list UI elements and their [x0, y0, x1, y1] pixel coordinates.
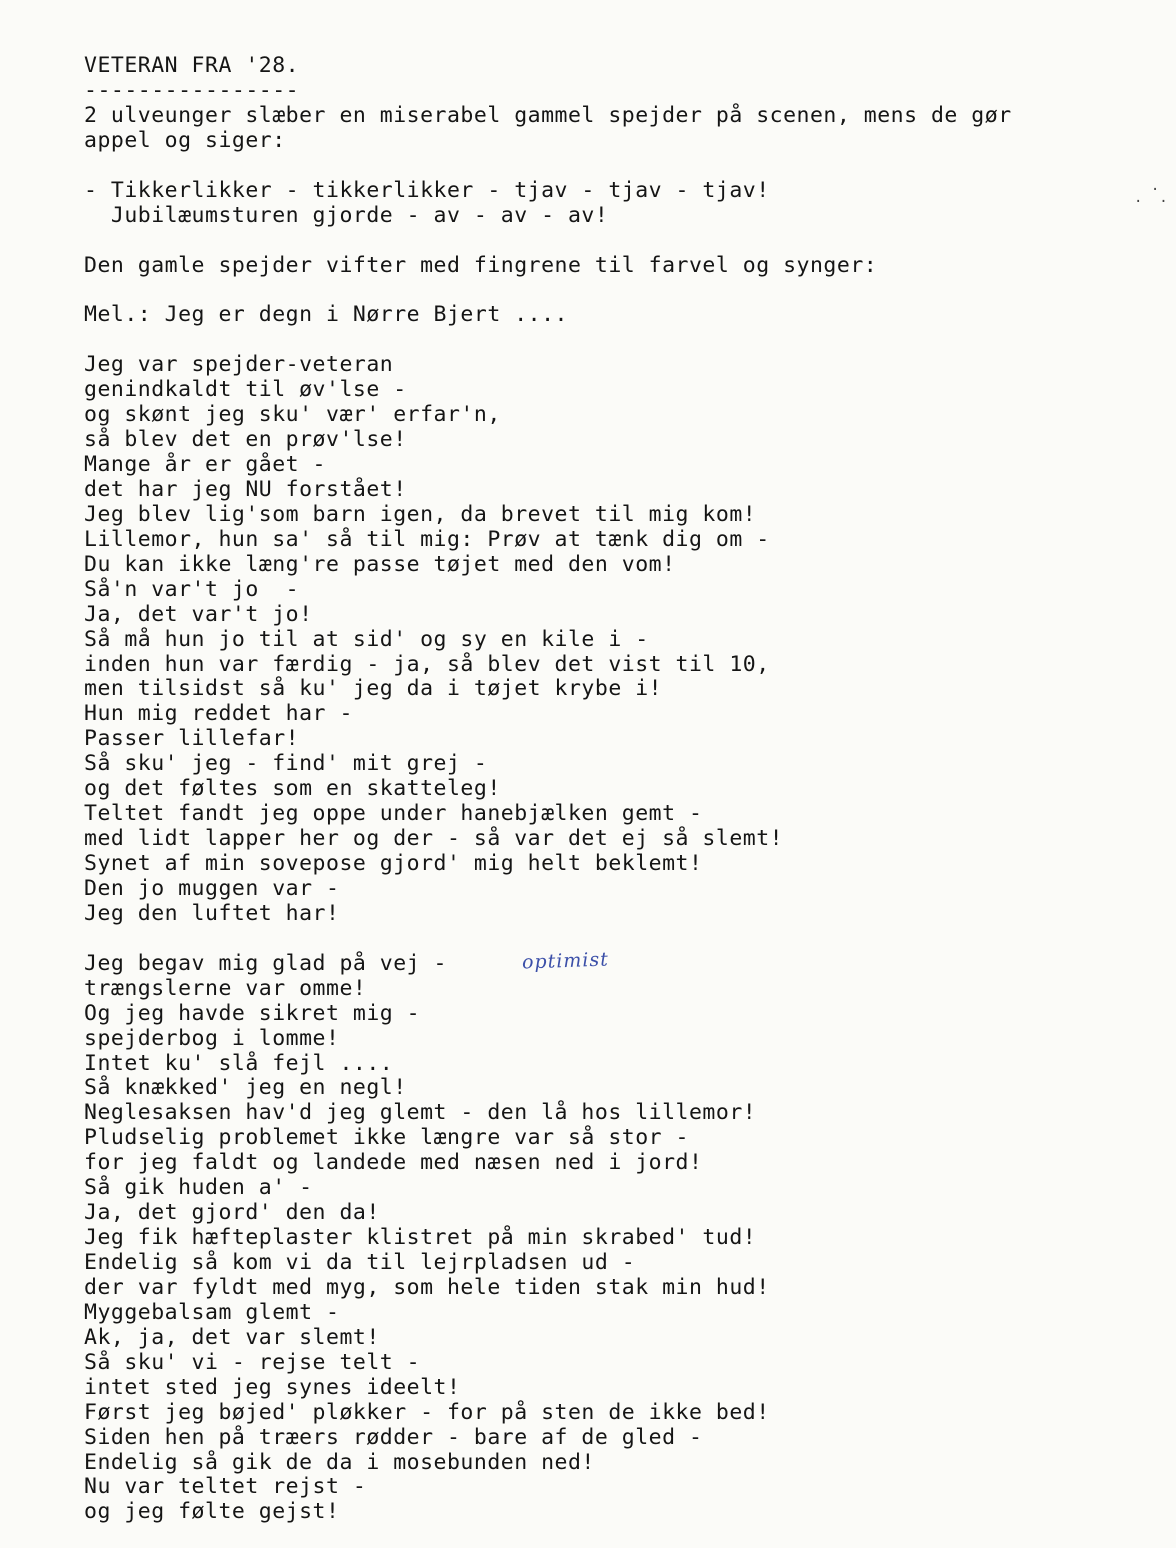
intro-block	[84, 104, 1164, 154]
spacer	[84, 229, 1164, 254]
verse-line: Først jeg bøjed' pløkker - for på sten de ikke bed!	[84, 1399, 770, 1425]
verse-line: Neglesaksen hav'd jeg glemt - den lå hos lillemor!	[84, 1100, 757, 1126]
verse-line: Hun mig reddet har -	[84, 701, 353, 727]
verse-line: Pludselig problemet ikke længre var så stor -	[84, 1125, 689, 1151]
verse-line: trængslerne var omme!	[84, 975, 367, 1001]
verse-line: Endelig så kom vi da til lejrpladsen ud -	[84, 1250, 636, 1275]
verse-line: Ja, det var't jo!	[84, 601, 313, 627]
chant-line: Jubilæumsturen gjorde - av - av - av!	[84, 202, 609, 228]
verse-line: Du kan ikke læng're passe tøjet med den vom!	[84, 551, 676, 577]
typed-page	[84, 54, 1164, 1525]
verse-line: spejderbog i lomme!	[84, 1025, 340, 1051]
verse-line: Ja, det gjord' den da!	[84, 1200, 380, 1226]
verse-line: og det føltes som en skatteleg!	[84, 776, 501, 802]
verse-line: intet sted jeg synes ideelt!	[84, 1374, 461, 1400]
verse-line: Nu var teltet rejst -	[84, 1474, 367, 1500]
verse-line: Så sku' vi - rejse telt -	[84, 1349, 421, 1375]
verse-line: Siden hen på træers rødder - bare af de gled -	[84, 1424, 703, 1450]
handwritten-note: optimist	[521, 948, 610, 974]
verse-line: Endelig så gik de da i mosebunden ned!	[84, 1449, 595, 1475]
verse-line: Jeg var spejder-veteran	[84, 352, 394, 378]
verse-line: inden hun var færdig - ja, så blev det vist til 10,	[84, 651, 770, 677]
spacer	[84, 154, 1164, 179]
title-underline: ----------------	[84, 77, 300, 103]
verse-1	[84, 353, 1164, 927]
spacer	[84, 328, 1164, 353]
verse-line: men tilsidst så ku' jeg da i tøjet krybe i!	[84, 676, 663, 702]
verse-line: Intet ku' slå fejl ....	[84, 1050, 394, 1076]
verse-line: genindkaldt til øv'lse -	[84, 377, 407, 403]
verse-line: Så'n var't jo -	[84, 576, 300, 602]
verse-line: Jeg begav mig glad på vej -	[84, 950, 447, 976]
verse-line: Så sku' jeg - find' mit grej -	[84, 751, 488, 777]
page-title: VETERAN FRA '28.	[84, 53, 300, 78]
verse-line: Jeg blev lig'som barn igen, da brevet til mig kom!	[84, 501, 757, 527]
verse-line: Myggebalsam glemt -	[84, 1299, 340, 1325]
verse-line: Teltet fandt jeg oppe under hanebjælken gemt -	[84, 801, 703, 827]
verse-line: Og jeg havde sikret mig -	[84, 1000, 421, 1026]
verse-line: Så knækked' jeg en negl!	[84, 1075, 407, 1101]
verse-line: Synet af min sovepose gjord' mig helt beklemt!	[84, 851, 703, 876]
paper-specks: . . .	[1134, 178, 1168, 206]
verse-line: Ak, ja, det var slemt!	[84, 1324, 380, 1350]
verse-line: og skønt jeg sku' vær' erfar'n,	[84, 402, 501, 428]
verse-line: det har jeg NU forstået!	[84, 476, 407, 502]
chant-block	[84, 179, 1164, 229]
verse-line: Jeg fik hæfteplaster klistret på min skrabed' tud!	[84, 1225, 757, 1251]
verse-line: Mange år er gået -	[84, 452, 326, 477]
verse-line: Den jo muggen var -	[84, 875, 340, 901]
verse-line: Passer lillefar!	[84, 726, 300, 752]
verse-line: Så gik huden a' -	[84, 1175, 313, 1201]
spacer	[84, 927, 1164, 952]
verse-line: så blev det en prøv'lse!	[84, 427, 407, 453]
intro-line: appel og siger:	[84, 127, 286, 153]
verse-line: Så må hun jo til at sid' og sy en kile i -	[84, 626, 649, 652]
intro-line: 2 ulveunger slæber en miserabel gammel spejder på scenen, mens de gør	[84, 102, 1012, 128]
verse-line: og jeg følte gejst!	[84, 1499, 340, 1525]
verse-line: for jeg faldt og landede med næsen ned i jord!	[84, 1150, 703, 1176]
verse-2	[84, 952, 1164, 1526]
verse-line: Jeg den luftet har!	[84, 900, 340, 926]
verse-line: med lidt lapper her og der - så var det ej så slemt!	[84, 826, 784, 852]
stage-direction: Den gamle spejder vifter med fingrene til farvel og synger:	[84, 252, 878, 278]
verse-line: Lillemor, hun sa' så til mig: Prøv at tænk dig om -	[84, 526, 770, 552]
melody-line: Mel.: Jeg er degn i Nørre Bjert ....	[84, 302, 568, 328]
chant-line: - Tikkerlikker - tikkerlikker - tjav - tjav - tjav!	[84, 177, 770, 203]
spacer	[84, 278, 1164, 303]
verse-line: der var fyldt med myg, som hele tiden stak min hud!	[84, 1274, 770, 1300]
